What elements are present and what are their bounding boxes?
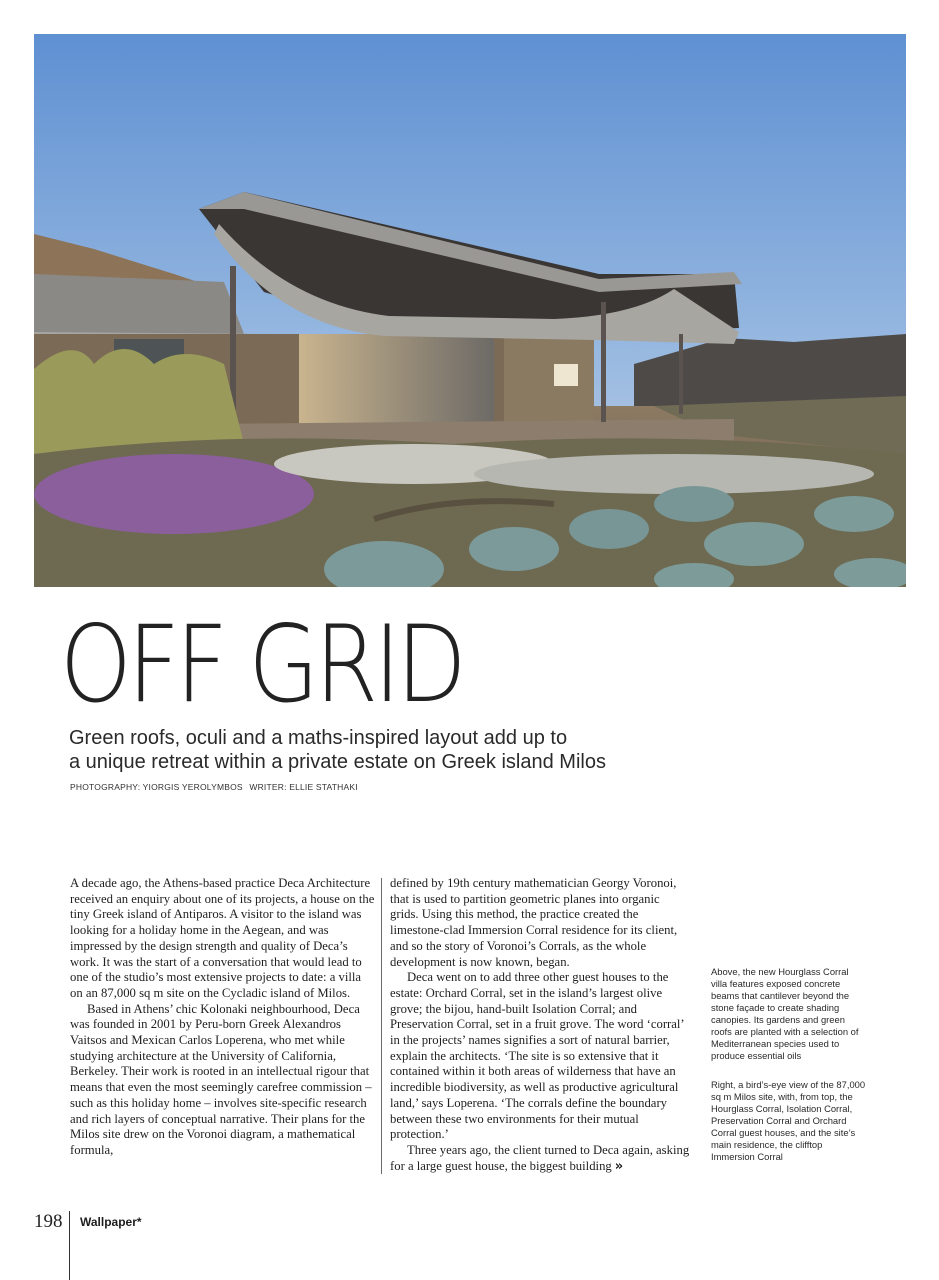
magazine-name: Wallpaper* [80, 1215, 142, 1229]
photo-caption-right: Right, a bird’s-eye view of the 87,000 sq m Milos site, with, from top, the Hourglass Corral, Isolation Corral, Preservation Corral and Orchard Corral guest houses, and the site’s main residence, the clifftop Immersion Corral [711, 1079, 866, 1162]
body-column-1 [70, 876, 375, 1159]
body-paragraph: Based in Athens’ chic Kolonaki neighbourhood, Deca was founded in 2001 by Peru-born Greek Alexandros Vaitsos and Mexican Carlos Loperena, who met while studying architecture at the University of California, Berkeley. Their work is rooted in an intellectual rigour that means that even the most seemingly carefree commission – such as this holiday home – involves site-specific research and rich layers of conceptual narrative. Their plans for the Milos site drew on the Voronoi diagram, a mathematical formula, [70, 1001, 372, 1157]
photography-credit: PHOTOGRAPHY: YIORGIS YEROLYMBOS [70, 782, 243, 792]
writer-credit: WRITER: ELLIE STATHAKI [249, 782, 358, 792]
hero-photo [34, 34, 906, 587]
article-title: OFF GRID [60, 603, 463, 726]
body-paragraph-last [390, 1143, 690, 1174]
photo-caption-above: Above, the new Hourglass Corral villa features exposed concrete beams that cantilever beyond the stone façade to create shading canopies. Its gardens and green roofs are planted with a selection of Mediterranean species used to produce essential oils [711, 966, 859, 1061]
body-paragraph-text: Three years ago, the client turned to Deca again, asking for a large guest house, the biggest building [390, 1142, 690, 1173]
standfirst [69, 726, 629, 774]
body-paragraph: A decade ago, the Athens-based practice Deca Architecture received an enquiry about one of its projects, a house on the tiny Greek island of Antiparos. A visitor to the island was looking for a holiday home in the Aegean, and was impressed by the design strength and quality of Deca’s work. It was the start of a conversation that would lead to one of the studio’s most extensive projects to date: a villa on an 87,000 sq m site on the Cycladic island of Milos. [70, 876, 375, 1000]
double-chevron-right-icon: » [614, 1158, 624, 1174]
page-number: 198 [34, 1211, 63, 1232]
villa-photograph [34, 34, 906, 587]
body-paragraph: Deca went on to add three other guest houses to the estate: Orchard Corral, set in the island’s largest olive grove; the bijou, hand-built Isolation Corral; and Preservation Corral, set in a fruit grove. The word ‘corral’ in the projects’ names signifies a sort of natural barrier, explain the architects. ‘The site is so extensive that it contained within it both areas of wilderness that have an incredible biodiversity, as well as productive agricultural land,’ says Loperena. ‘The corrals define the boundary between these two environments for their mutual protection.’ [390, 970, 684, 1142]
body-column-2 [390, 876, 690, 1174]
column-divider [381, 878, 382, 1174]
standfirst-line: Green roofs, oculi and a maths-inspired layout add up to [69, 727, 568, 749]
body-paragraph: defined by 19th century mathematician Georgy Voronoi, that is used to partition geometric planes into organic grids. Using this method, the practice created the limestone-clad Immersion Corral residence for its client, and so the story of Voronoi’s Corrals, as the whole development is now known, began. [390, 876, 678, 969]
credits [70, 782, 358, 792]
footer-divider [69, 1211, 70, 1280]
standfirst-line: a unique retreat within a private estate on Greek island Milos [69, 751, 606, 773]
